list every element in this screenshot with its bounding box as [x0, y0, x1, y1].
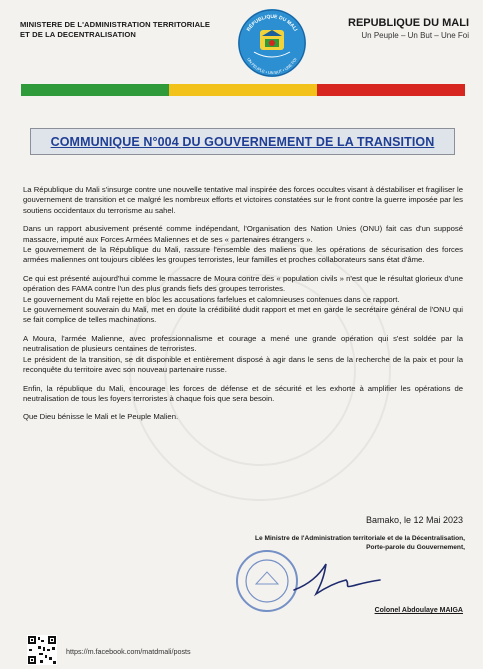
- date-line: Bamako, le 12 Mai 2023: [365, 515, 463, 525]
- flag-stripe: [21, 84, 465, 96]
- signatory-line-1: Le Ministre de l'Administration territoriale et de la Décentralisation,: [254, 535, 465, 542]
- paragraph-9: Enfin, la république du Mali, encourage les forces de défense et de sécurité et les exhorte à amplifier les opérations de neutralisation de tous les foyers terroristes à chaque fois que sera besoin.: [23, 383, 463, 403]
- paragraph-10: Que Dieu bénisse le Mali et le Peuple Malien.: [23, 412, 179, 422]
- qr-code: [27, 635, 57, 665]
- svg-text:UN PEUPLE • UN BUT • UNE FOI: UN PEUPLE • UN BUT • UNE FOI: [246, 56, 298, 76]
- ministry-seal-logo: [232, 6, 312, 78]
- flag-yellow: [169, 84, 317, 96]
- paragraph-8: Le président de la transition, se dit disponible et entièrement disposé à agir dans le sens de la recherche de la paix et pour la reconquête du territoire avec son nouveau partenaire russe.: [23, 354, 463, 375]
- republic-header: [319, 16, 469, 42]
- signatory-name: Colonel Abdoulaye MAIGA: [374, 607, 463, 614]
- communique-title: COMMUNIQUE N°004 DU GOUVERNEMENT DE LA TRANSITION: [50, 134, 435, 149]
- paragraph-4: Ce qui est présenté aujourd'hui comme le massacre de Moura contre des « population civils » n'est que le résultat glorieux d'une opération des FAMA contre l'un des plus grands fiefs des groupes terroristes.: [23, 273, 463, 294]
- paragraph-7: A Moura, l'armée Malienne, avec professionnalisme et courage a mené une grande opération qui s'est soldée par la neutralisation de plusieurs centaines de terroristes.: [23, 333, 463, 354]
- communique-body: [23, 185, 463, 423]
- signatory-line-2: Porte-parole du Gouvernement,: [366, 544, 465, 551]
- paragraph-5: Le gouvernement du Mali rejette en bloc les accusations farfelues et calomnieuses contenues dans ce rapport.: [23, 294, 400, 304]
- facebook-link[interactable]: https://m.facebook.com/matdmali/posts: [66, 647, 191, 656]
- ministry-line-2: ET DE LA DECENTRALISATION: [20, 30, 136, 39]
- communique-title-box: [30, 128, 455, 155]
- paragraph-6: Le gouvernement souverain du Mali, met en doute la crédibilité dudit rapport et met en garde le secrétaire général de l'ONU qui se fait complice de telles machinations.: [23, 305, 463, 325]
- paragraph-3: Le gouvernement de la République du Mali, rassure l'ensemble des maliens que les opérations de sécurisation des forces armées maliennes ont toujours ciblées les groupes terroristes, leur familles et proches collaborateurs sans état d'âme.: [23, 245, 463, 265]
- paragraph-1: La République du Mali s'insurge contre une nouvelle tentative mal inspirée des forces occultes visant à déstabiliser et fragiliser le gouvernement de transition et ce malgré les nombreux efforts et victoires constatées sur le front contre la guerre imposée par les soutiens occidentaux du terrorisme au sahel.: [23, 185, 463, 215]
- flag-green: [21, 84, 169, 96]
- ministry-line-1: MINISTERE DE L'ADMINISTRATION TERRITORIALE: [20, 20, 211, 29]
- svg-text:RÉPUBLIQUE DU MALI: RÉPUBLIQUE DU MALI: [245, 13, 299, 33]
- republic-title: REPUBLIQUE DU MALI: [348, 17, 469, 29]
- flag-red: [317, 84, 465, 96]
- paragraph-2: Dans un rapport abusivement présenté comme indépendant, l'Organisation des Nation Unies (ONU) fait cas d'un supposé massacre, imputé aux Forces Armées Maliennes et de ses « partenaires étrangers ».: [23, 224, 463, 244]
- republic-motto: Un Peuple – Un But – Une Foi: [361, 31, 469, 40]
- handwritten-signature: [290, 560, 390, 600]
- ministry-header: [20, 20, 220, 40]
